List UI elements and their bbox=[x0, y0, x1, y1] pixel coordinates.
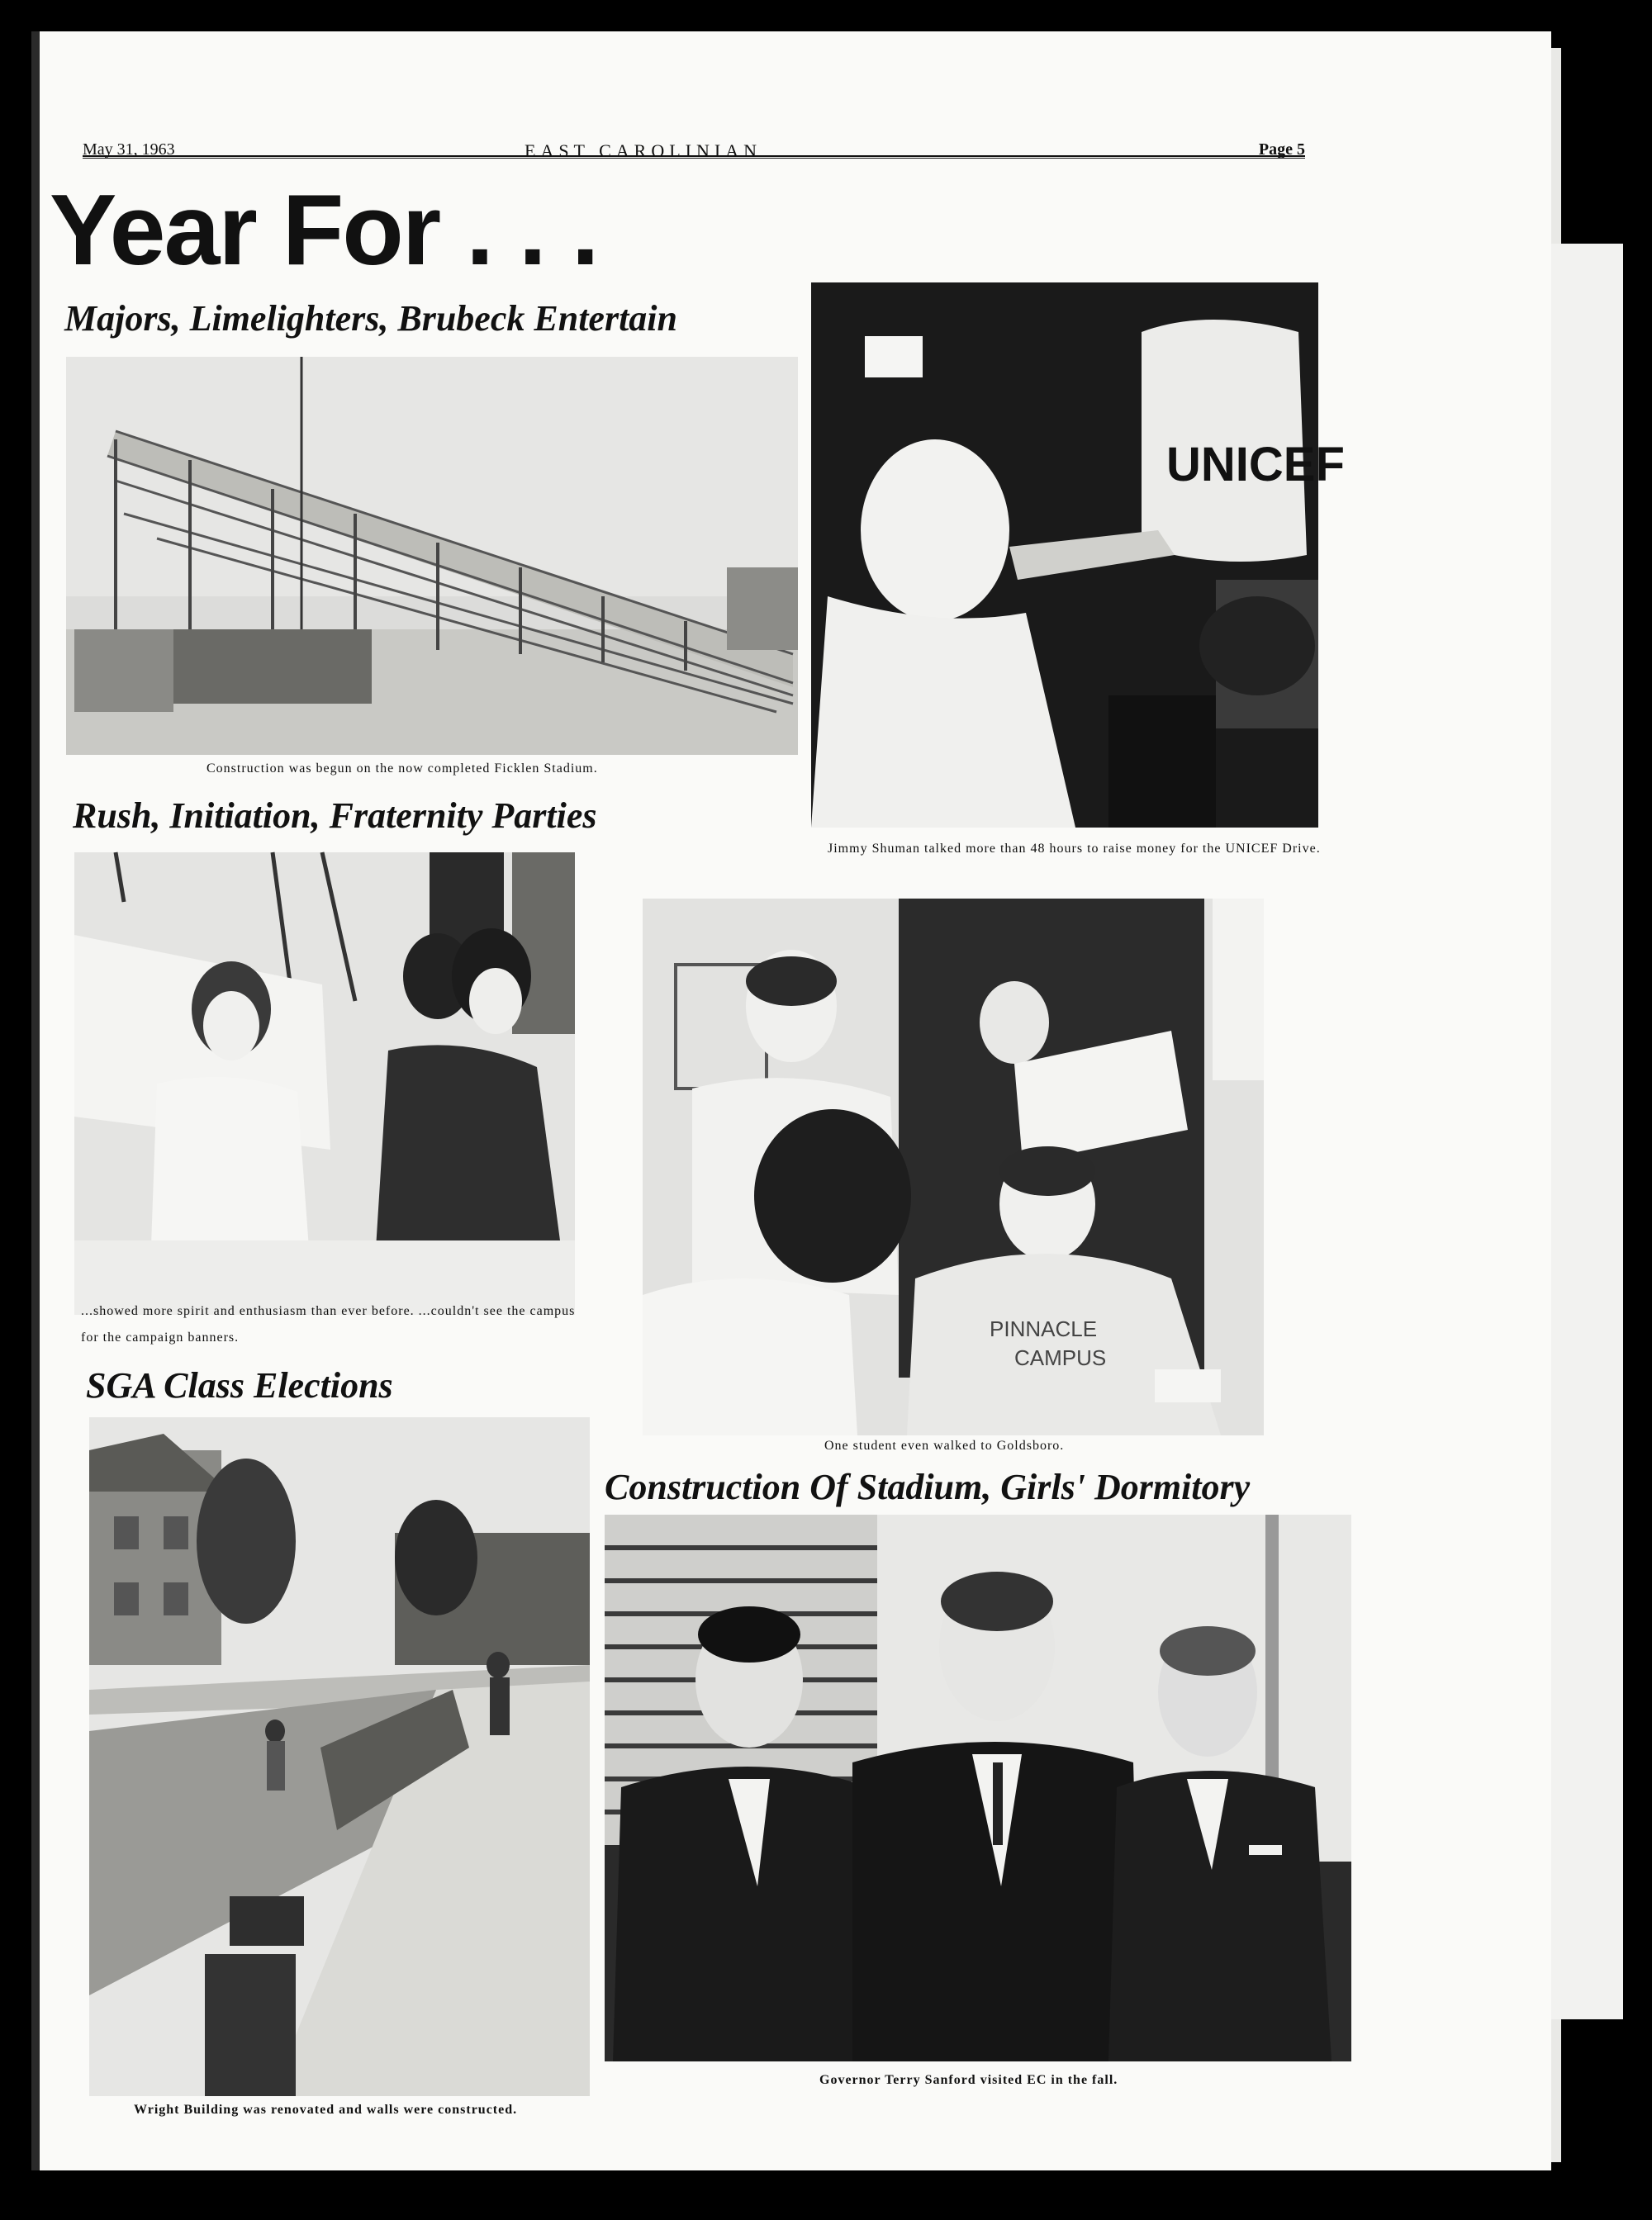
unicef-can-label: UNICEF bbox=[1166, 438, 1345, 491]
masthead-date: May 31, 1963 bbox=[83, 140, 175, 159]
photo-goldsboro-walk bbox=[643, 899, 1264, 1435]
photo-campaign bbox=[74, 852, 575, 1315]
photo-governor-sanford bbox=[605, 1515, 1351, 2061]
section-head-rush: Rush, Initiation, Fraternity Parties bbox=[73, 795, 597, 836]
caption-unicef: Jimmy Shuman talked more than 48 hours to raise money for the UNICEF Drive. bbox=[828, 842, 1321, 856]
photo-wright-building bbox=[89, 1417, 590, 2096]
sweatshirt-text-2: CAMPUS bbox=[1014, 1345, 1107, 1370]
caption-stadium: Construction was begun on the now completed Ficklen Stadium. bbox=[206, 761, 598, 776]
caption-goldsboro: One student even walked to Goldsboro. bbox=[824, 1439, 1065, 1453]
masthead bbox=[83, 140, 1305, 165]
section-head-elections: SGA Class Elections bbox=[86, 1365, 393, 1406]
photo-unicef-drive bbox=[811, 282, 1345, 828]
section-head-entertainment: Majors, Limelighters, Brubeck Entertain bbox=[64, 298, 677, 339]
sweatshirt-text-1: PINNACLE bbox=[990, 1316, 1098, 1341]
masthead-page-number: Page 5 bbox=[1258, 140, 1305, 159]
caption-wright: Wright Building was renovated and walls were constructed. bbox=[134, 2103, 518, 2117]
caption-campaign: ...showed more spirit and enthusiasm than ever before. ...couldn't see the campus for the campaign banners. bbox=[81, 1304, 576, 1345]
caption-sanford: Governor Terry Sanford visited EC in the fall. bbox=[819, 2073, 1118, 2087]
masthead-paper-name: EAST CAROLINIAN bbox=[525, 140, 762, 161]
page-headline: Year For . . . bbox=[50, 173, 598, 286]
photo-stadium-construction bbox=[66, 357, 798, 755]
section-head-construction: Construction Of Stadium, Girls' Dormitory bbox=[605, 1467, 1251, 1507]
masthead-rule bbox=[83, 155, 1305, 159]
